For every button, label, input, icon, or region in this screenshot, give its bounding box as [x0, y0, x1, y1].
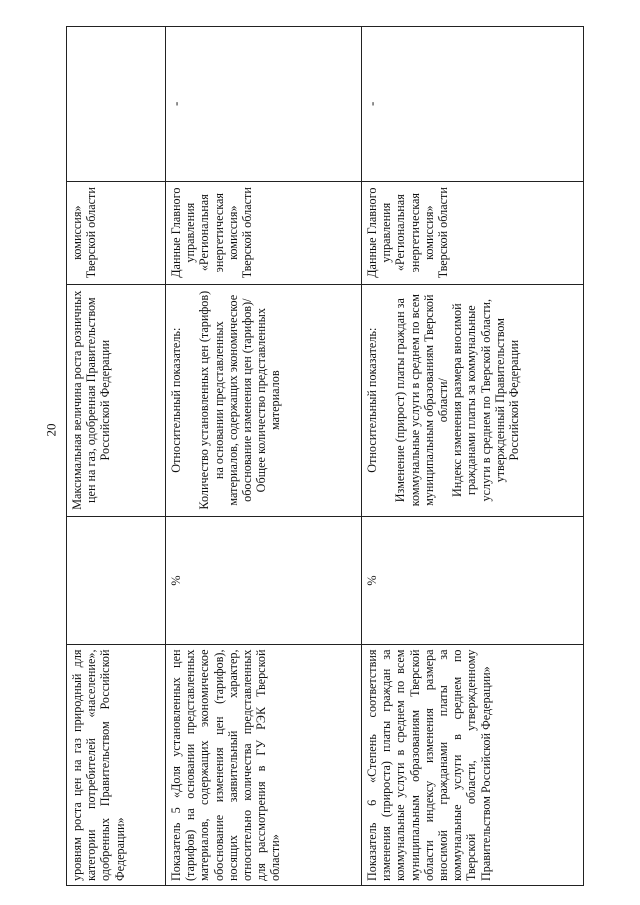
table-row: [166, 27, 362, 886]
indicator-name-cell: уровням роста цен на газ природный для категории потребителей «население», одобренных Правительством Российской Федерации»: [67, 645, 166, 886]
method-cell: Максимальная величина роста розничных цен на газ, одобренная Правительством Российской Федерации: [67, 284, 166, 516]
source-cell: Данные Главного управления «Региональная энергетическая комиссия» Тверской области: [362, 181, 584, 284]
value-cell: -: [166, 27, 362, 182]
method-cell: Относительный показатель: Количество установленных цен (тарифов) на основании представленных материалов, содержащих экономическое обоснование изменения цен (тарифов)/ Общее количество представленных материалов: [166, 284, 362, 516]
method-cell: Относительный показатель: Изменение (прирост) платы граждан за коммунальные услуги в среднем по всем муниципальным образованиям Тверской области/ Индекс изменения размера вносимой гражданами платы за коммунальные услуги в среднем по Тверской области, утвержденный Правительством Российской Федерации: [362, 284, 584, 516]
table-row: [67, 27, 166, 886]
unit-cell: [67, 516, 166, 645]
table-row: [362, 27, 584, 886]
indicators-table: [66, 26, 584, 886]
value-cell: [67, 27, 166, 182]
source-cell: Данные Главного управления «Региональная энергетическая комиссия» Тверской области: [166, 181, 362, 284]
indicator-name-cell: Показатель 5 «Доля установленных цен (тарифов) на основании представленных материалов, содержащих экономическое обоснование изменения цен (тарифов), носящих заявительный характер, относительно количества представленных для рассмотрения в ГУ РЭК Тверской области»: [166, 645, 362, 886]
page-number: [44, 415, 58, 445]
value-cell: -: [362, 27, 584, 182]
unit-cell: %: [362, 516, 584, 645]
unit-cell: %: [166, 516, 362, 645]
indicator-name-cell: Показатель 6 «Степень соответствия изменения (прироста) платы граждан за коммунальные услуги в среднем по всем муниципальным образованиям Тверской области индексу изменения размера вносимой гражданами платы за коммунальные услуги в среднем по Тверской области, утвержденному Правительством Российской Федерации»: [362, 645, 584, 886]
indicators-table-wrapper: [66, 26, 584, 886]
rotated-table-region: [66, 26, 584, 886]
page-number-text: 20: [43, 423, 58, 437]
source-cell: комиссия» Тверской области: [67, 181, 166, 284]
